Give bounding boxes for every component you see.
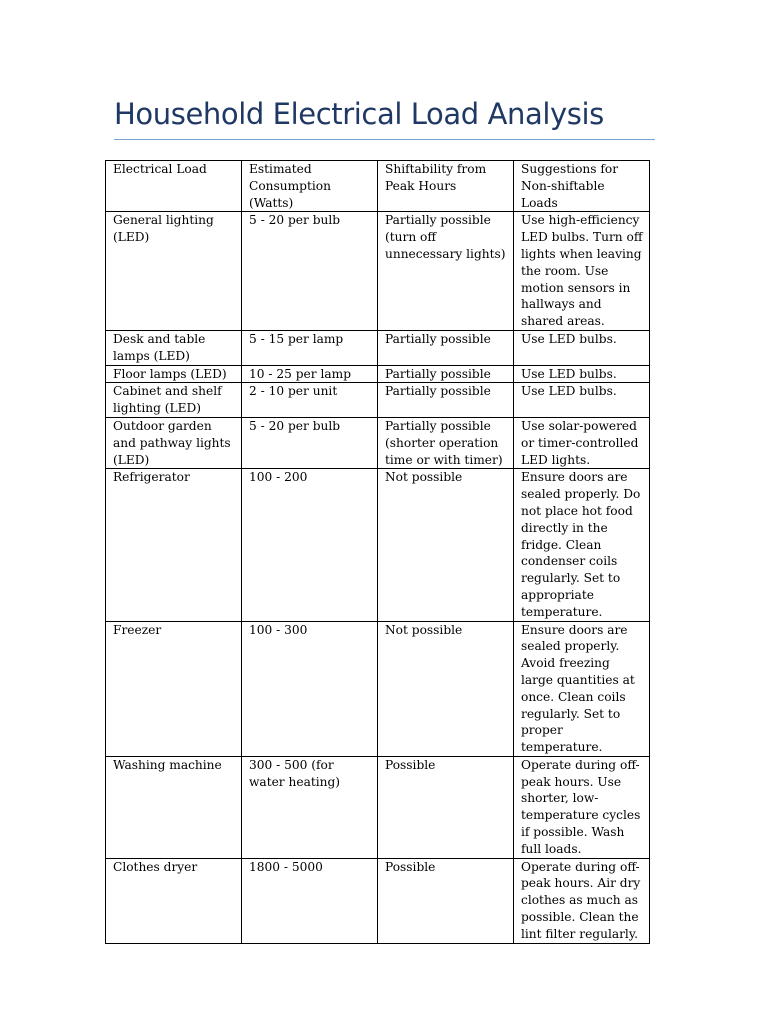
cell-consumption: 300 - 500 (for water heating) xyxy=(242,756,378,858)
cell-load: Washing machine xyxy=(106,756,242,858)
cell-suggestion: Use LED bulbs. xyxy=(514,330,650,365)
cell-load: Outdoor garden and pathway lights (LED) xyxy=(106,417,242,468)
cell-shiftability: Partially possible (shorter operation time or with timer) xyxy=(378,417,514,468)
cell-suggestion: Use high-efficiency LED bulbs. Turn off lights when leaving the room. Use motion sensors in hallways and shared areas. xyxy=(514,212,650,331)
cell-load: Clothes dryer xyxy=(106,858,242,943)
cell-consumption: 100 - 300 xyxy=(242,621,378,756)
cell-suggestion: Ensure doors are sealed properly. Do not place hot food directly in the fridge. Clean condenser coils regularly. Set to appropriate temperature. xyxy=(514,469,650,621)
table-row xyxy=(106,330,650,365)
cell-shiftability: Partially possible xyxy=(378,330,514,365)
table-row xyxy=(106,383,650,418)
table-row xyxy=(106,756,650,858)
cell-consumption: 5 - 20 per bulb xyxy=(242,212,378,331)
cell-shiftability: Possible xyxy=(378,756,514,858)
cell-shiftability: Possible xyxy=(378,858,514,943)
table-row xyxy=(106,858,650,943)
table-header-row xyxy=(106,161,650,212)
header-cell-suggestion: Suggestions for Non-shiftable Loads xyxy=(514,161,650,212)
cell-load: Desk and table lamps (LED) xyxy=(106,330,242,365)
cell-shiftability: Partially possible xyxy=(378,383,514,418)
document-title: Household Electrical Load Analysis xyxy=(114,97,604,131)
cell-load: Refrigerator xyxy=(106,469,242,621)
cell-suggestion: Use LED bulbs. xyxy=(514,365,650,383)
cell-consumption: 100 - 200 xyxy=(242,469,378,621)
cell-consumption: 1800 - 5000 xyxy=(242,858,378,943)
table-row xyxy=(106,621,650,756)
cell-consumption: 10 - 25 per lamp xyxy=(242,365,378,383)
cell-shiftability: Partially possible (turn off unnecessary lights) xyxy=(378,212,514,331)
header-cell-shiftability: Shiftability from Peak Hours xyxy=(378,161,514,212)
table-row xyxy=(106,417,650,468)
cell-shiftability: Partially possible xyxy=(378,365,514,383)
cell-suggestion: Use solar-powered or timer-controlled LED lights. xyxy=(514,417,650,468)
cell-load: Floor lamps (LED) xyxy=(106,365,242,383)
cell-load: Freezer xyxy=(106,621,242,756)
load-analysis-table xyxy=(105,160,650,944)
cell-load: General lighting (LED) xyxy=(106,212,242,331)
cell-suggestion: Operate during off-peak hours. Air dry clothes as much as possible. Clean the lint filter regularly. xyxy=(514,858,650,943)
cell-shiftability: Not possible xyxy=(378,621,514,756)
header-cell-load: Electrical Load xyxy=(106,161,242,212)
cell-shiftability: Not possible xyxy=(378,469,514,621)
cell-suggestion: Operate during off-peak hours. Use shorter, low-temperature cycles if possible. Wash full loads. xyxy=(514,756,650,858)
cell-suggestion: Use LED bulbs. xyxy=(514,383,650,418)
cell-consumption: 2 - 10 per unit xyxy=(242,383,378,418)
cell-suggestion: Ensure doors are sealed properly. Avoid freezing large quantities at once. Clean coils regularly. Set to proper temperature. xyxy=(514,621,650,756)
cell-consumption: 5 - 15 per lamp xyxy=(242,330,378,365)
header-cell-consumption: Estimated Consumption (Watts) xyxy=(242,161,378,212)
table-row xyxy=(106,365,650,383)
cell-load: Cabinet and shelf lighting (LED) xyxy=(106,383,242,418)
table-row xyxy=(106,212,650,331)
cell-consumption: 5 - 20 per bulb xyxy=(242,417,378,468)
table-row xyxy=(106,469,650,621)
title-underline xyxy=(114,139,655,140)
